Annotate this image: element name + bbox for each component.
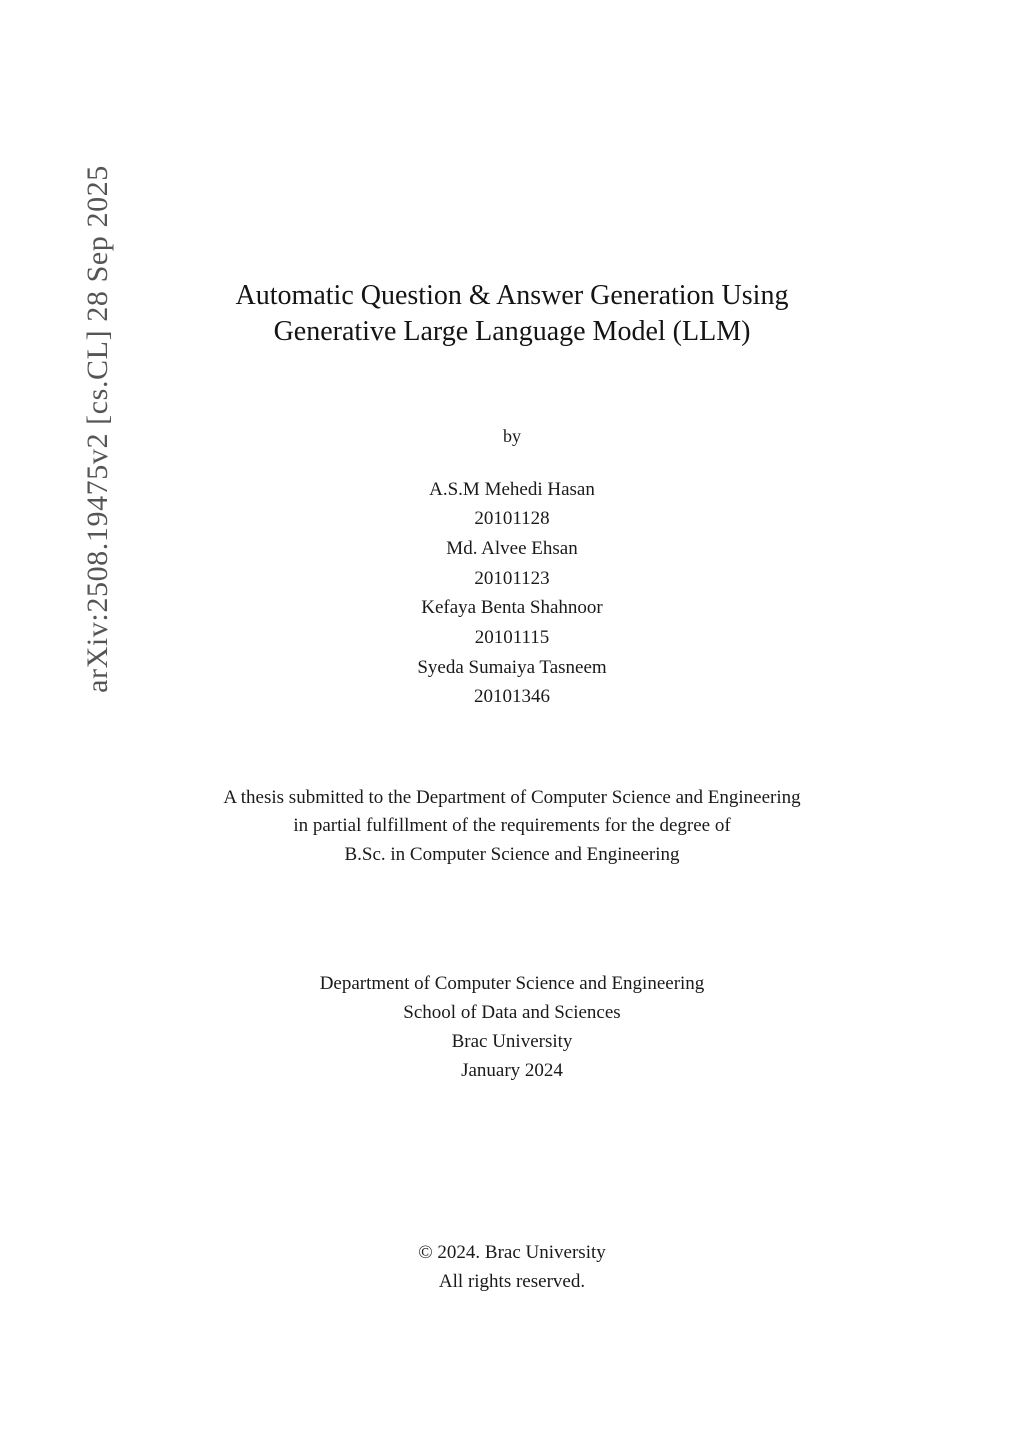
title-line-2: Generative Large Language Model (LLM) xyxy=(273,316,751,348)
submission-line-1: A thesis submitted to the Department of Computer Science and Engineering xyxy=(223,786,801,808)
copyright-notice xyxy=(150,1238,874,1296)
department-name: Department of Computer Science and Engineering xyxy=(319,973,705,995)
author-name: A.S.M Mehedi Hasan xyxy=(429,478,595,500)
submission-statement xyxy=(150,784,874,870)
university-name: Brac University xyxy=(451,1031,573,1053)
author-id: 20101128 xyxy=(474,508,550,530)
author-id: 20101115 xyxy=(474,626,550,648)
submission-line-2: in partial fulfillment of the requirements for the degree of xyxy=(293,815,731,837)
author-list xyxy=(150,475,874,712)
affiliation-block xyxy=(150,969,874,1085)
school-name: School of Data and Sciences xyxy=(403,1002,621,1024)
copyright-line: © 2024. Brac University xyxy=(418,1241,606,1263)
arxiv-identifier-stamp: arXiv:2508.19475v2 [cs.CL] 28 Sep 2025 xyxy=(81,165,114,693)
page-title xyxy=(150,278,874,351)
author-name: Md. Alvee Ehsan xyxy=(446,538,578,560)
title-page-content xyxy=(150,0,874,1448)
submission-line-3: B.Sc. in Computer Science and Engineering xyxy=(344,843,680,865)
author-id: 20101346 xyxy=(474,686,550,708)
by-label: by xyxy=(503,425,521,446)
author-id: 20101123 xyxy=(474,567,550,589)
title-line-1: Automatic Question & Answer Generation Using xyxy=(235,280,789,311)
author-name: Kefaya Benta Shahnoor xyxy=(421,597,603,619)
rights-line: All rights reserved. xyxy=(438,1270,586,1292)
author-name: Syeda Sumaiya Tasneem xyxy=(417,656,607,678)
publication-date: January 2024 xyxy=(461,1060,563,1082)
